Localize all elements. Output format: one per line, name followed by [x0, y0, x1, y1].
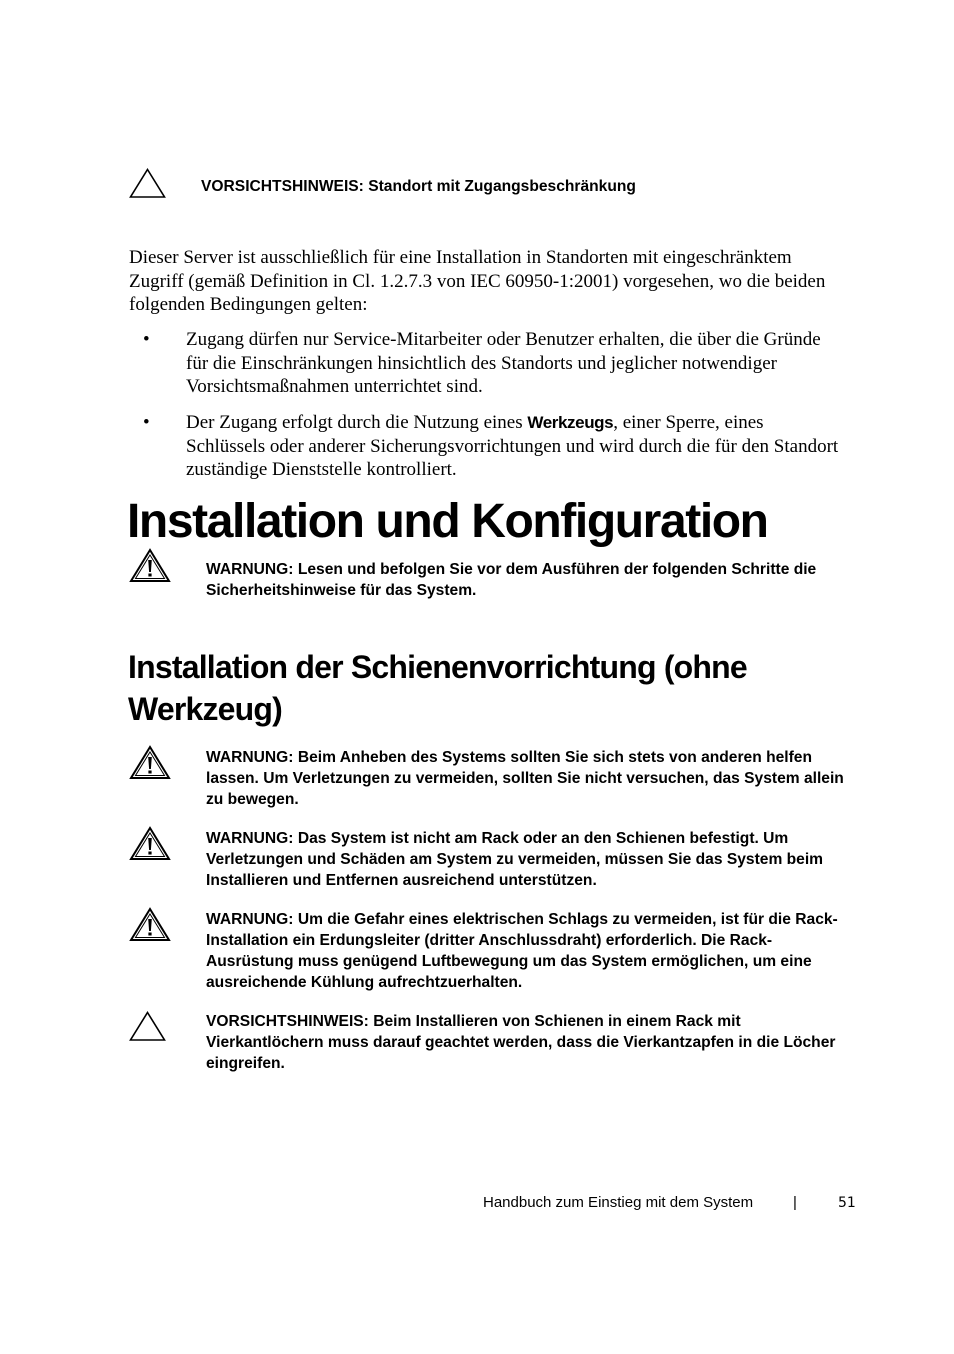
footer-separator: |: [793, 1194, 797, 1211]
warning-notice-text: WARNUNG: Beim Anheben des Systems sollten Sie sich stets von anderen helfen lassen. Um Verletzungen zu vermeiden, sollten Sie nicht versuchen, das System allein zu bewegen.: [206, 749, 844, 808]
bullet-item-tool: [186, 411, 846, 482]
caution-triangle-icon: [129, 1011, 166, 1042]
bullet-marker: •: [143, 412, 150, 433]
warning-triangle-icon: [129, 826, 171, 862]
warning-triangle-icon: [129, 745, 171, 781]
intro-paragraph: Dieser Server ist ausschließlich für eine Installation in Standorten mit eingeschränktem Zugriff (gemäß Definition in Cl. 1.2.7.3 von IEC 60950-1:2001) vorgesehen, wo die beiden folgenden Bedingungen gelten:: [129, 247, 826, 315]
section-heading: Installation der Schienenvorrichtung (ohne Werkzeug): [128, 649, 747, 727]
bullet-text-after: , einer Sperre, eines Schlüssels oder anderer Sicherungsvorrichtungen und wird durch die für den Standort zuständige Dienststelle kontrolliert.: [186, 412, 839, 480]
bullet-item-access: Zugang dürfen nur Service-Mitarbeiter oder Benutzer erhalten, die über die Gründe für die Einschränkungen hinsichtlich des Standorts und jeglicher notwendiger Vorsichtsmaßnahmen unterrichtet sind.: [186, 329, 821, 397]
warning-notice-text: WARNUNG: Das System ist nicht am Rack oder an den Schienen befestigt. Um Verletzungen und Schäden am System zu vermeiden, müssen Sie das System beim Installieren und Entfernen ausreichend unterstützen.: [206, 830, 824, 889]
bullet-text-bold: Werkzeugs: [527, 413, 614, 432]
caution-notice-text: VORSICHTSHINWEIS: Standort mit Zugangsbeschränkung: [201, 178, 636, 195]
bullet-marker: •: [143, 329, 150, 350]
bullet-text-before: Der Zugang erfolgt durch die Nutzung eines: [186, 412, 528, 433]
caution-triangle-icon: [129, 168, 166, 199]
warning-notice-text: WARNUNG: Lesen und befolgen Sie vor dem Ausführen der folgenden Schritte die Sicherheitshinweise für das System.: [206, 561, 817, 599]
page-title: Installation und Konfiguration: [127, 495, 768, 548]
warning-triangle-icon: [129, 548, 171, 584]
page-number: 51: [838, 1195, 856, 1211]
footer-title: Handbuch zum Einstieg mit dem System: [483, 1194, 754, 1211]
warning-notice-text: WARNUNG: Um die Gefahr eines elektrischen Schlags zu vermeiden, ist für die Rack-Installation ein Erdungsleiter (dritter Anschlussdraht) erforderlich. Die Rack-Ausrüstung muss genügend Luftbewegung um das System ermöglichen, um eine ausreichende Kühlung aufrechtzuerhalten.: [206, 911, 838, 991]
caution-notice-text: VORSICHTSHINWEIS: Beim Installieren von Schienen in einem Rack mit Vierkantlöchern muss darauf geachtet werden, dass die Vierkantzapfen in die Löcher eingreifen.: [206, 1013, 836, 1072]
warning-triangle-icon: [129, 907, 171, 943]
